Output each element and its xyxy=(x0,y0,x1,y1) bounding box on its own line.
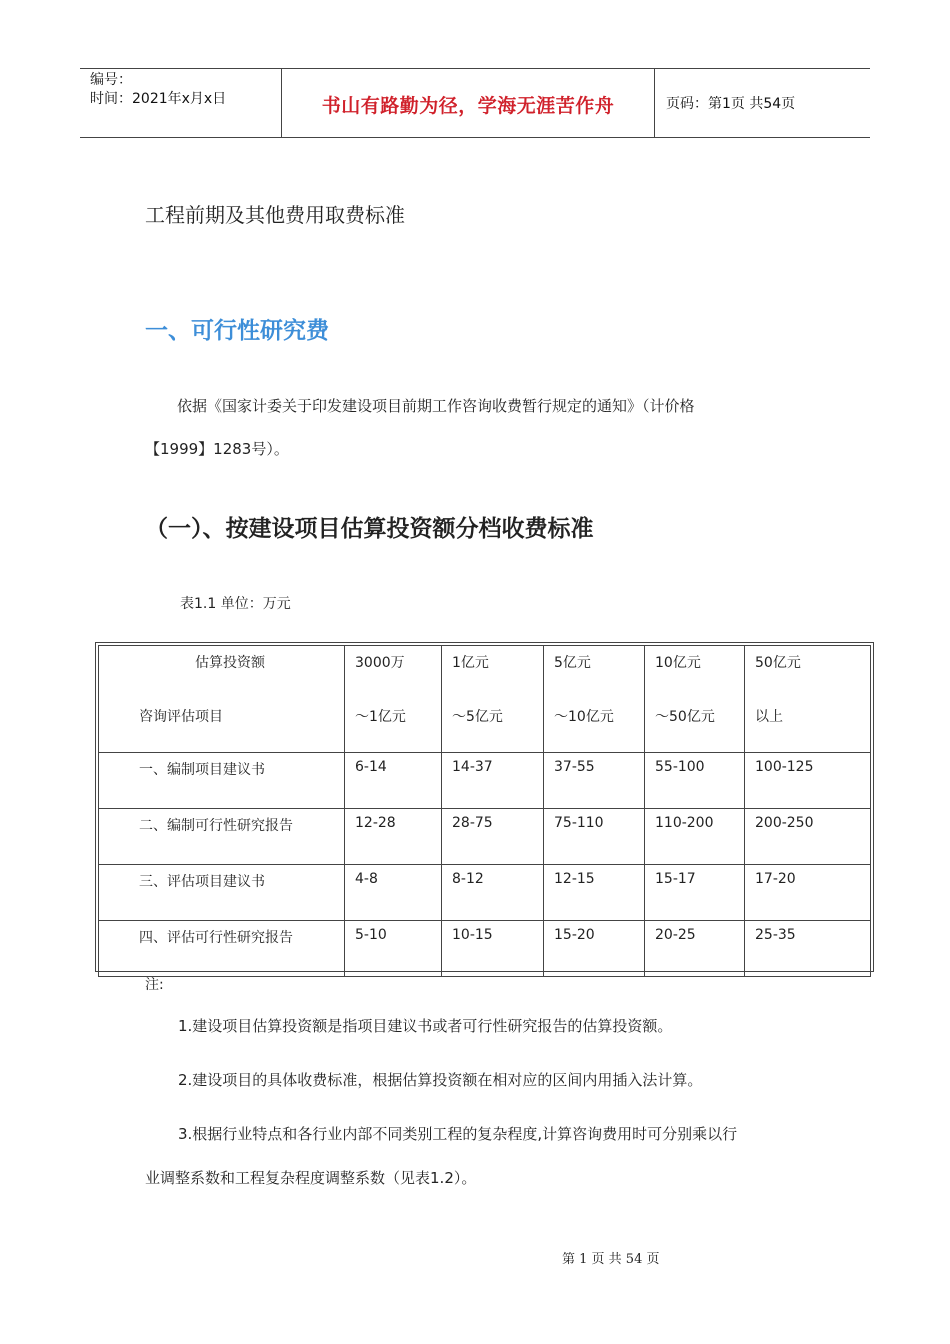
doc-time-label: 时间：2021年x月x日 xyxy=(90,91,227,107)
section-heading: 一、可行性研究费 xyxy=(145,318,329,344)
table-cell: 28-75 xyxy=(442,809,544,865)
table-cell: 5-10 xyxy=(345,921,442,977)
table-cell: 17-20 xyxy=(745,865,871,921)
table-row xyxy=(99,921,871,977)
table-header-cell: 3000万 ～1亿元 xyxy=(345,646,442,753)
table-cell: 20-25 xyxy=(645,921,745,977)
table-cell: 4-8 xyxy=(345,865,442,921)
table-cell: 四、评估可行性研究报告 xyxy=(99,921,345,977)
table-cell: 10-15 xyxy=(442,921,544,977)
header-divider xyxy=(654,69,655,137)
page-header xyxy=(80,68,870,138)
table-cell: 15-17 xyxy=(645,865,745,921)
table-cell: 三、评估项目建议书 xyxy=(99,865,345,921)
table-cell: 25-35 xyxy=(745,921,871,977)
body-paragraph-line: 依据《国家计委关于印发建设项目前期工作咨询收费暂行规定的通知》（计价格 xyxy=(177,397,695,415)
note-item: 1.建设项目估算投资额是指项目建议书或者可行性研究报告的估算投资额。 xyxy=(178,1017,673,1035)
table-caption: 表1.1 单位：万元 xyxy=(180,596,291,612)
table-cell: 二、编制可行性研究报告 xyxy=(99,809,345,865)
page-footer: 第 1 页 共 54 页 xyxy=(562,1252,660,1267)
table-cell: 14-37 xyxy=(442,753,544,809)
table-cell: 75-110 xyxy=(544,809,645,865)
header-motto: 书山有路勤为径，学海无涯苦作舟 xyxy=(321,95,615,117)
table-cell: 55-100 xyxy=(645,753,745,809)
header-meta xyxy=(90,71,226,109)
header-page-info: 页码：第1页 共54页 xyxy=(666,96,796,112)
table-header-cell: 50亿元 以上 xyxy=(745,646,871,753)
doc-number-label: 编号： xyxy=(90,72,132,88)
table-header-cell: 5亿元 ～10亿元 xyxy=(544,646,645,753)
note-item: 3.根据行业特点和各行业内部不同类别工程的复杂程度,计算咨询费用时可分别乘以行 xyxy=(178,1125,738,1143)
table-cell: 12-15 xyxy=(544,865,645,921)
table-row xyxy=(99,865,871,921)
table-cell: 37-55 xyxy=(544,753,645,809)
table-cell: 8-12 xyxy=(442,865,544,921)
note-item: 2.建设项目的具体收费标准，根据估算投资额在相对应的区间内用插入法计算。 xyxy=(178,1071,703,1089)
table-row xyxy=(99,753,871,809)
table-cell: 110-200 xyxy=(645,809,745,865)
table-cell: 15-20 xyxy=(544,921,645,977)
fee-table xyxy=(95,642,874,972)
document-title: 工程前期及其他费用取费标准 xyxy=(145,203,405,227)
table-cell: 200-250 xyxy=(745,809,871,865)
body-paragraph-line: 【1999】1283号）。 xyxy=(145,440,289,458)
table-cell: 100-125 xyxy=(745,753,871,809)
table-header-cell: 估算投资额 咨询评估项目 xyxy=(99,646,345,753)
table-row xyxy=(99,809,871,865)
table-cell: 一、编制项目建议书 xyxy=(99,753,345,809)
table-header-cell: 1亿元 ～5亿元 xyxy=(442,646,544,753)
note-item-continued: 业调整系数和工程复杂程度调整系数（见表1.2）。 xyxy=(145,1169,477,1187)
subsection-heading: （一）、按建设项目估算投资额分档收费标准 xyxy=(145,516,594,542)
table-cell: 6-14 xyxy=(345,753,442,809)
table-header-cell: 10亿元 ～50亿元 xyxy=(645,646,745,753)
notes-label: 注: xyxy=(145,977,164,993)
table-cell: 12-28 xyxy=(345,809,442,865)
table-header-row xyxy=(99,646,871,753)
